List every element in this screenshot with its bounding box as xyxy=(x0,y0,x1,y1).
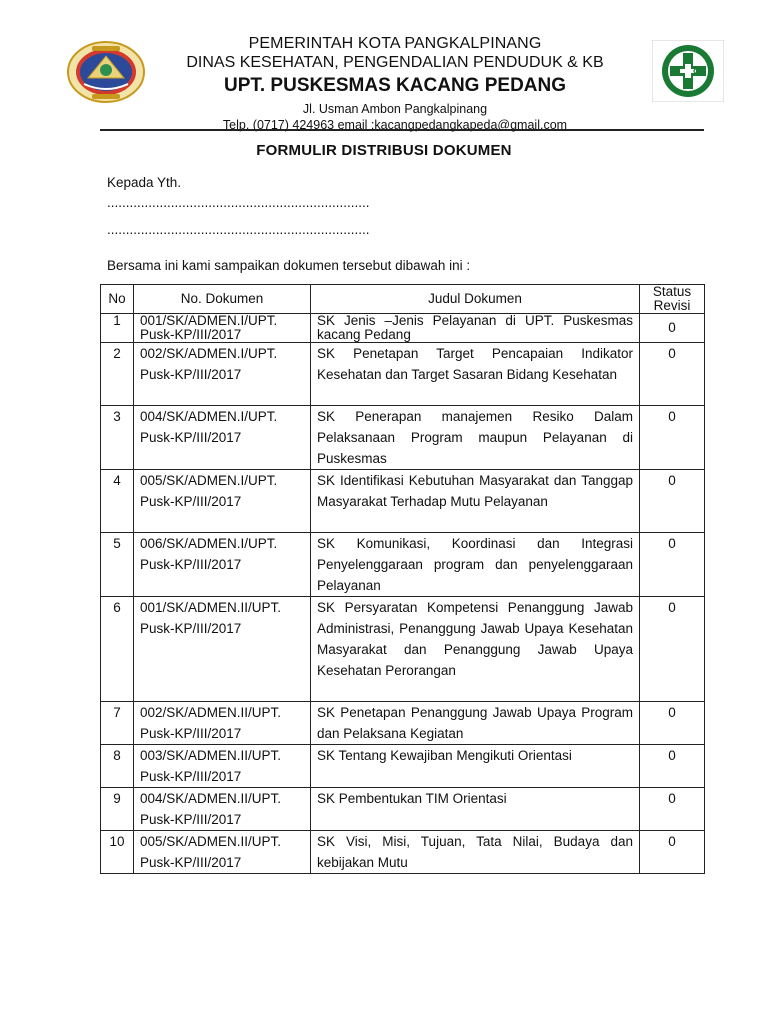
government-name: PEMERINTAH KOTA PANGKALPINANG xyxy=(248,35,542,52)
table-row xyxy=(101,314,705,343)
document-number: 001/SK/ADMEN.I/UPT. Pusk-KP/III/2017 xyxy=(134,314,311,343)
department-name: DINAS KESEHATAN, PENGENDALIAN PENDUDUK & KB xyxy=(186,54,604,71)
table-row xyxy=(101,533,705,597)
revision-status: 0 xyxy=(640,831,705,874)
document-title: SK Komunikasi, Koordinasi dan Integrasi Penyelenggaraan program dan penyelenggaraan Pelayanan xyxy=(311,533,640,597)
table-row xyxy=(101,702,705,745)
table-row xyxy=(101,597,705,702)
revision-status: 0 xyxy=(640,788,705,831)
document-number: 002/SK/ADMEN.I/UPT. Pusk-KP/III/2017 xyxy=(134,343,311,406)
document-number: 005/SK/ADMEN.I/UPT. Pusk-KP/III/2017 xyxy=(134,470,311,533)
revision-status: 0 xyxy=(640,702,705,745)
form-title: FORMULIR DISTRIBUSI DOKUMEN xyxy=(256,142,512,159)
institution-address: Jl. Usman Ambon Pangkalpinang xyxy=(302,102,488,116)
document-title: SK Visi, Misi, Tujuan, Tata Nilai, Budaya dan kebijakan Mutu xyxy=(311,831,640,874)
row-number: 9 xyxy=(101,788,134,831)
header-divider xyxy=(100,129,704,131)
revision-status: 0 xyxy=(640,406,705,470)
table-row xyxy=(101,406,705,470)
document-title: SK Tentang Kewajiban Mengikuti Orientasi xyxy=(311,745,640,788)
header-no: No xyxy=(101,285,134,314)
header-document-title: Judul Dokumen xyxy=(311,285,640,314)
document-title: SK Penerapan manajemen Resiko Dalam Pelaksanaan Program maupun Pelayanan di Puskesmas xyxy=(311,406,640,470)
row-number: 3 xyxy=(101,406,134,470)
row-number: 2 xyxy=(101,343,134,406)
intro-text: Bersama ini kami sampaikan dokumen tersebut dibawah ini : xyxy=(107,258,471,273)
document-title: SK Penetapan Target Pencapaian Indikator Kesehatan dan Target Sasaran Bidang Kesehatan xyxy=(311,343,640,406)
document-number: 006/SK/ADMEN.I/UPT. Pusk-KP/III/2017 xyxy=(134,533,311,597)
institution-contact: Telp. (0717) 424963 email :kacangpedangkapeda@gmail.com xyxy=(222,118,568,132)
row-number: 7 xyxy=(101,702,134,745)
recipient-line-1: ...................................................................... xyxy=(107,195,370,210)
table-row xyxy=(101,745,705,788)
revision-status: 0 xyxy=(640,597,705,702)
document-title: SK Persyaratan Kompetensi Penanggung Jawab Administrasi, Penanggung Jawab Upaya Kesehatan Masyarakat dan Penanggung Jawab Upaya Kesehatan Perorangan xyxy=(311,597,640,702)
document-title: SK Identifikasi Kebutuhan Masyarakat dan Tanggap Masyarakat Terhadap Mutu Pelayanan xyxy=(311,470,640,533)
document-number: 004/SK/ADMEN.II/UPT. Pusk-KP/III/2017 xyxy=(134,788,311,831)
letterhead xyxy=(0,0,768,135)
table-row xyxy=(101,470,705,533)
recipient-line-2: ...................................................................... xyxy=(107,222,370,237)
table-row xyxy=(101,788,705,831)
row-number: 10 xyxy=(101,831,134,874)
table-row xyxy=(101,831,705,874)
revision-status: 0 xyxy=(640,533,705,597)
document-title: SK Penetapan Penanggung Jawab Upaya Program dan Pelaksana Kegiatan xyxy=(311,702,640,745)
revision-status: 0 xyxy=(640,314,705,343)
row-number: 8 xyxy=(101,745,134,788)
institution-name: UPT. PUSKESMAS KACANG PEDANG xyxy=(223,75,567,96)
row-number: 1 xyxy=(101,314,134,343)
document-title: SK Pembentukan TIM Orientasi xyxy=(311,788,640,831)
document-number: 004/SK/ADMEN.I/UPT. Pusk-KP/III/2017 xyxy=(134,406,311,470)
recipient-label: Kepada Yth. xyxy=(107,175,182,190)
table-header-row xyxy=(101,285,705,314)
puskesmas-cross-logo-icon xyxy=(652,40,724,102)
row-number: 6 xyxy=(101,597,134,702)
revision-status: 0 xyxy=(640,470,705,533)
document-number: 003/SK/ADMEN.II/UPT. Pusk-KP/III/2017 xyxy=(134,745,311,788)
document-number: 005/SK/ADMEN.II/UPT. Pusk-KP/III/2017 xyxy=(134,831,311,874)
header-document-number: No. Dokumen xyxy=(134,285,311,314)
revision-status: 0 xyxy=(640,343,705,406)
table-row xyxy=(101,343,705,406)
row-number: 5 xyxy=(101,533,134,597)
row-number: 4 xyxy=(101,470,134,533)
distribution-table xyxy=(100,284,705,874)
document-number: 001/SK/ADMEN.II/UPT. Pusk-KP/III/2017 xyxy=(134,597,311,702)
city-emblem-icon xyxy=(66,40,146,104)
header-revision-status: Status Revisi xyxy=(640,285,705,314)
document-number: 002/SK/ADMEN.II/UPT. Pusk-KP/III/2017 xyxy=(134,702,311,745)
revision-status: 0 xyxy=(640,745,705,788)
document-title: SK Jenis –Jenis Pelayanan di UPT. Puskesmas kacang Pedang xyxy=(311,314,640,343)
